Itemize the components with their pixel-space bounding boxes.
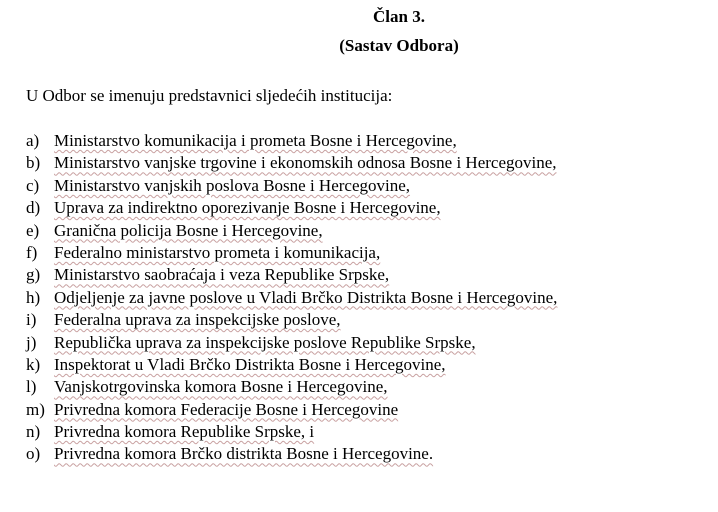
- item-letter: e): [26, 220, 40, 240]
- list-item: [26, 309, 557, 331]
- list-item: [26, 152, 557, 174]
- list-item: [26, 264, 557, 286]
- item-text: Uprava za indirektno oporezivanje Bosne i Hercegovine,: [54, 198, 441, 218]
- list-item: [26, 443, 557, 465]
- item-letter: i): [26, 310, 37, 330]
- list-item: [26, 287, 557, 309]
- list-item: [26, 197, 557, 219]
- item-letter: l): [26, 377, 37, 397]
- item-text: Republička uprava za inspekcijske poslove Republike Srpske,: [54, 332, 476, 352]
- article-number: Član 3.: [373, 7, 425, 26]
- item-letter: g): [26, 265, 41, 285]
- item-text: Federalno ministarstvo prometa i komunikacija,: [54, 242, 381, 262]
- item-letter: n): [26, 422, 41, 442]
- list-item: [26, 130, 557, 152]
- item-letter: c): [26, 175, 40, 195]
- item-text: Privredna komora Brčko distrikta Bosne i Hercegovine.: [54, 444, 434, 464]
- item-letter: d): [26, 198, 41, 218]
- item-letter: a): [26, 131, 40, 150]
- item-letter: f): [26, 242, 38, 262]
- item-text: Ministarstvo saobraćaja i veza Republike Srpske,: [54, 265, 390, 285]
- item-text: Inspektorat u Vladi Brčko Distrikta Bosne i Hercegovine,: [54, 354, 446, 374]
- item-text: Odjeljenje za javne poslove u Vladi Brčko Distrikta Bosne i Hercegovine,: [54, 287, 558, 307]
- item-text: Ministarstvo vanjske trgovine i ekonomskih odnosa Bosne i Hercegovine,: [54, 153, 557, 173]
- list-item: [26, 354, 557, 376]
- item-text: Ministarstvo komunikacija i prometa Bosne i Hercegovine,: [54, 131, 457, 150]
- item-text: Federalna uprava za inspekcijske poslove,: [54, 310, 341, 330]
- item-text: Privredna komora Federacije Bosne i Hercegovine: [54, 399, 399, 419]
- intro-text: U Odbor se imenuju predstavnici sljedećih institucija:: [26, 86, 393, 105]
- item-text: Ministarstvo vanjskih poslova Bosne i Hercegovine,: [54, 175, 411, 195]
- item-text: Vanjskotrgovinska komora Bosne i Hercegovine,: [54, 377, 388, 397]
- list-item: [26, 175, 557, 197]
- list-item: [26, 399, 557, 421]
- list-item: [26, 376, 557, 398]
- item-letter: k): [26, 354, 41, 374]
- list-item: [26, 242, 557, 264]
- item-text: Privredna komora Republike Srpske, i: [54, 422, 315, 442]
- item-letter: o): [26, 444, 41, 464]
- item-letter: j): [26, 332, 37, 352]
- item-text: Granična policija Bosne i Hercegovine,: [54, 220, 323, 240]
- article-subtitle: (Sastav Odbora): [339, 36, 459, 55]
- institution-list: [26, 130, 557, 466]
- item-letter: b): [26, 153, 41, 173]
- item-letter: h): [26, 287, 41, 307]
- list-item: [26, 332, 557, 354]
- list-item: [26, 421, 557, 443]
- list-item: [26, 220, 557, 242]
- item-letter: m): [26, 399, 45, 419]
